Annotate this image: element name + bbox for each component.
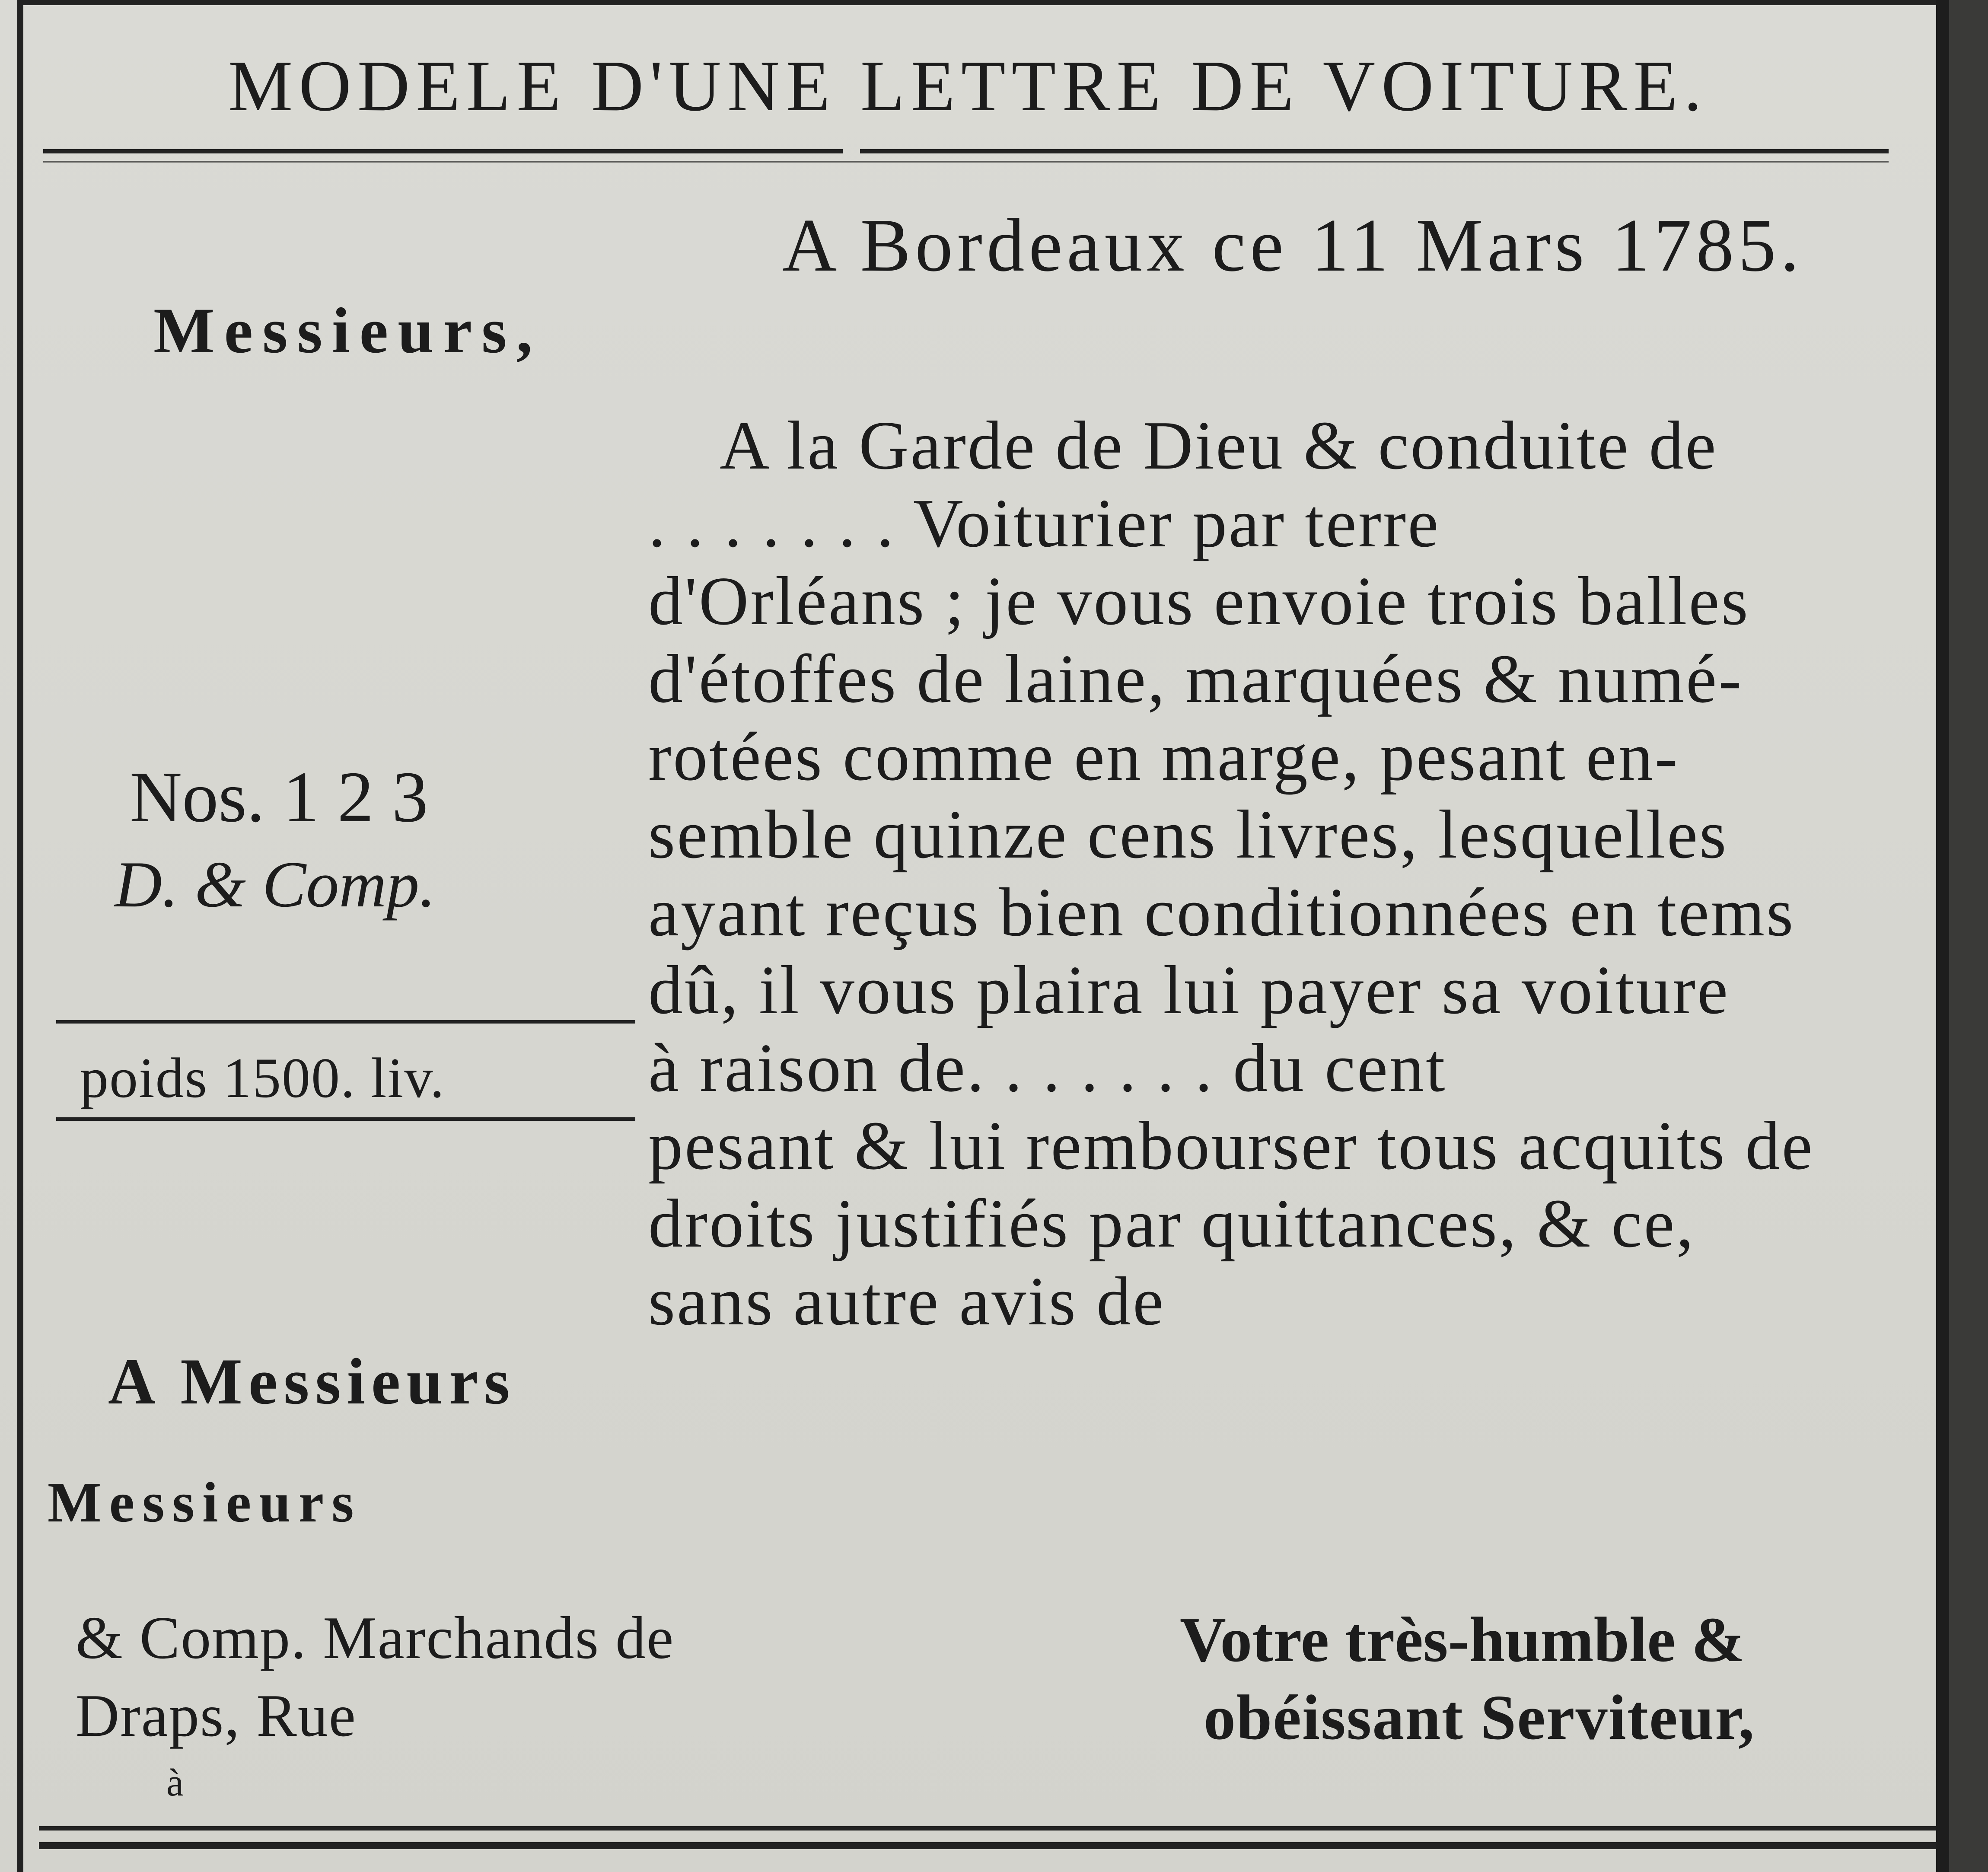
address-line-3: à (166, 1761, 184, 1804)
body-line: . . . . . . . Voiturier par terre (648, 485, 1440, 561)
document-title: MODELE D'UNE LETTRE DE VOITURE. (228, 46, 1708, 126)
weight-rule-bottom (56, 1117, 635, 1121)
body-line: d'Orléans ; je vous envoie trois balles (648, 562, 1750, 639)
footer-rule-bottom (39, 1842, 1936, 1849)
closing-line-1: Votre très-humble & (1180, 1604, 1745, 1675)
frame-right-border (1936, 0, 1949, 1872)
margin-mark-numbers: Nos. 1 2 3 (130, 757, 428, 837)
body-line: A la Garde de Dieu & conduite de (720, 407, 1718, 484)
body-line: dû, il vous plaira lui payer sa voiture (648, 951, 1730, 1028)
body-line: droits justifiés par quittances, & ce, (648, 1185, 1695, 1262)
body-line: rotées comme en marge, pesant en- (648, 718, 1679, 795)
body-line: à raison de. . . . . . . du cent (648, 1029, 1447, 1106)
date-line: A Bordeaux ce 11 Mars 1785. (782, 203, 1804, 287)
frame-left-border (17, 0, 23, 1872)
title-rule-bottom (43, 161, 1889, 163)
address-prefix: A Messieurs (108, 1345, 516, 1418)
margin-mark-company: D. & Comp. (115, 848, 436, 921)
closing-line-2: obéissant Serviteur, (1204, 1682, 1755, 1753)
title-rule-top-right (860, 149, 1889, 153)
body-line: ayant reçus bien conditionnées en tems (648, 874, 1795, 950)
weight-rule-top (56, 1020, 635, 1024)
salutation: Messieurs, (153, 295, 542, 367)
body-line: sans autre avis de (648, 1263, 1166, 1339)
address-line-2: Draps, Rue (76, 1682, 357, 1749)
address-line-1: & Comp. Marchands de (76, 1604, 675, 1671)
title-rule-top (43, 149, 843, 153)
address-name: Messieurs (48, 1470, 362, 1534)
frame-top-border (17, 0, 1949, 5)
margin-weight: poids 1500. liv. (80, 1046, 445, 1110)
page-edge-shadow (1949, 0, 1988, 1872)
footer-rule-top (39, 1826, 1936, 1831)
body-line: semble quinze cens livres, lesquelles (648, 796, 1728, 873)
body-line: d'étoffes de laine, marquées & numé- (648, 640, 1743, 717)
body-line: pesant & lui rembourser tous acquits de (648, 1107, 1814, 1184)
